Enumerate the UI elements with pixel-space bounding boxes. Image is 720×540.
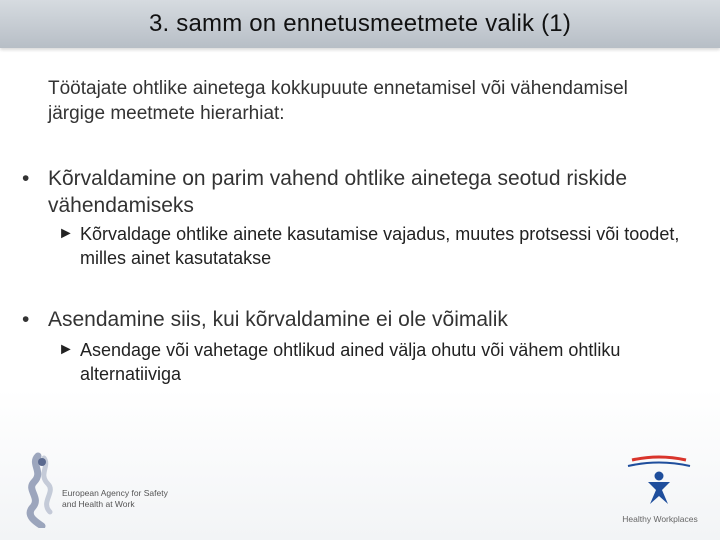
healthy-workplaces-label: Healthy Workplaces	[622, 514, 698, 524]
title-bar	[0, 0, 720, 48]
sub-bullet-elimination	[58, 222, 718, 270]
bullet-text: Kõrvaldamine on parim vahend ohtlike ainetega seotud riskide vähendamiseks	[48, 167, 628, 217]
sub-bullet-text: Kõrvaldage ohtlike ainete kasutamise vajadus, muutes protsessi või toodet, milles ainet kasutatakse	[80, 224, 680, 268]
agency-name: European Agency for Safety and Health at Work	[62, 488, 168, 509]
healthy-workplaces-logo-icon	[614, 452, 704, 518]
slide-title: 3. samm on ennetusmeetmete valik (1)	[148, 10, 572, 37]
intro-text: Töötajate ohtlike ainetega kokkupuute ennetamisel või vähendamisel järgige meetmete hierarhiat:	[48, 78, 628, 124]
sub-bullet-substitution	[58, 338, 718, 386]
arrow-icon: ►	[58, 341, 74, 358]
bullet-text: Asendamine siis, kui kõrvaldamine ei ole võimalik	[48, 308, 508, 331]
sub-bullet-text: Asendage või vahetage ohtlikud ained välja ohutu või vähem ohtliku alternatiiviga	[80, 340, 621, 384]
bullet-substitution	[22, 306, 702, 333]
bullet-dot: •	[22, 167, 30, 190]
bullet-dot: •	[22, 308, 30, 331]
arrow-icon: ►	[58, 225, 74, 242]
bullet-elimination	[22, 165, 702, 219]
